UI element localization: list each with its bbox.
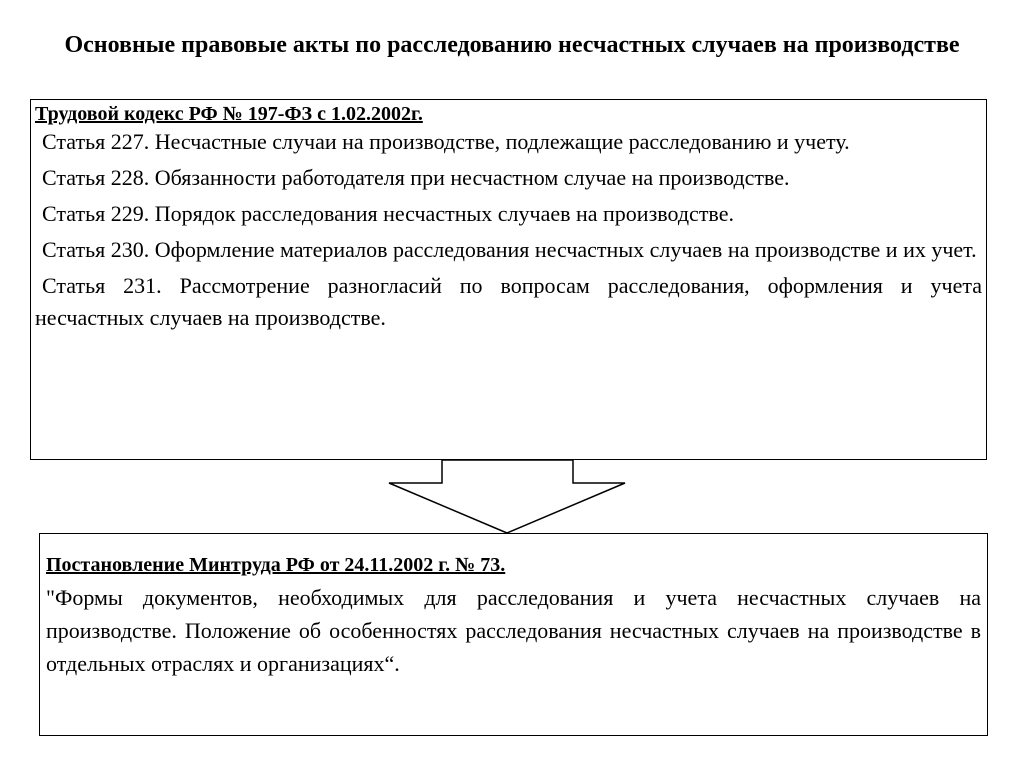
article-231: Статья 231. Рассмотрение разногласий по вопросам расследования, оформления и учета несчастных случаев на производстве. <box>35 273 982 330</box>
page-title: Основные правовые акты по расследованию несчастных случаев на производстве <box>64 32 960 58</box>
labor-code-box <box>30 99 987 460</box>
down-arrow-icon <box>385 459 629 535</box>
resolution-box <box>39 533 988 736</box>
article-227: Статья 227. Несчастные случаи на производстве, подлежащие расследованию и учету. <box>42 129 850 154</box>
resolution-heading: Постановление Минтруда РФ от 24.11.2002 г. № 73. <box>46 554 506 576</box>
article-229: Статья 229. Порядок расследования несчастных случаев на производстве. <box>42 201 734 226</box>
article-230: Статья 230. Оформление материалов расследования несчастных случаев на производстве и их учет. <box>42 237 977 262</box>
resolution-text: "Формы документов, необходимых для расследования и учета несчастных случаев на производстве. Положение об особенностях расследования несчастных случаев на производстве в отдельных отраслях и организациях“. <box>46 585 981 676</box>
labor-code-heading: Трудовой кодекс РФ № 197-ФЗ с 1.02.2002г. <box>35 103 423 125</box>
article-228: Статья 228. Обязанности работодателя при несчастном случае на производстве. <box>42 165 790 190</box>
